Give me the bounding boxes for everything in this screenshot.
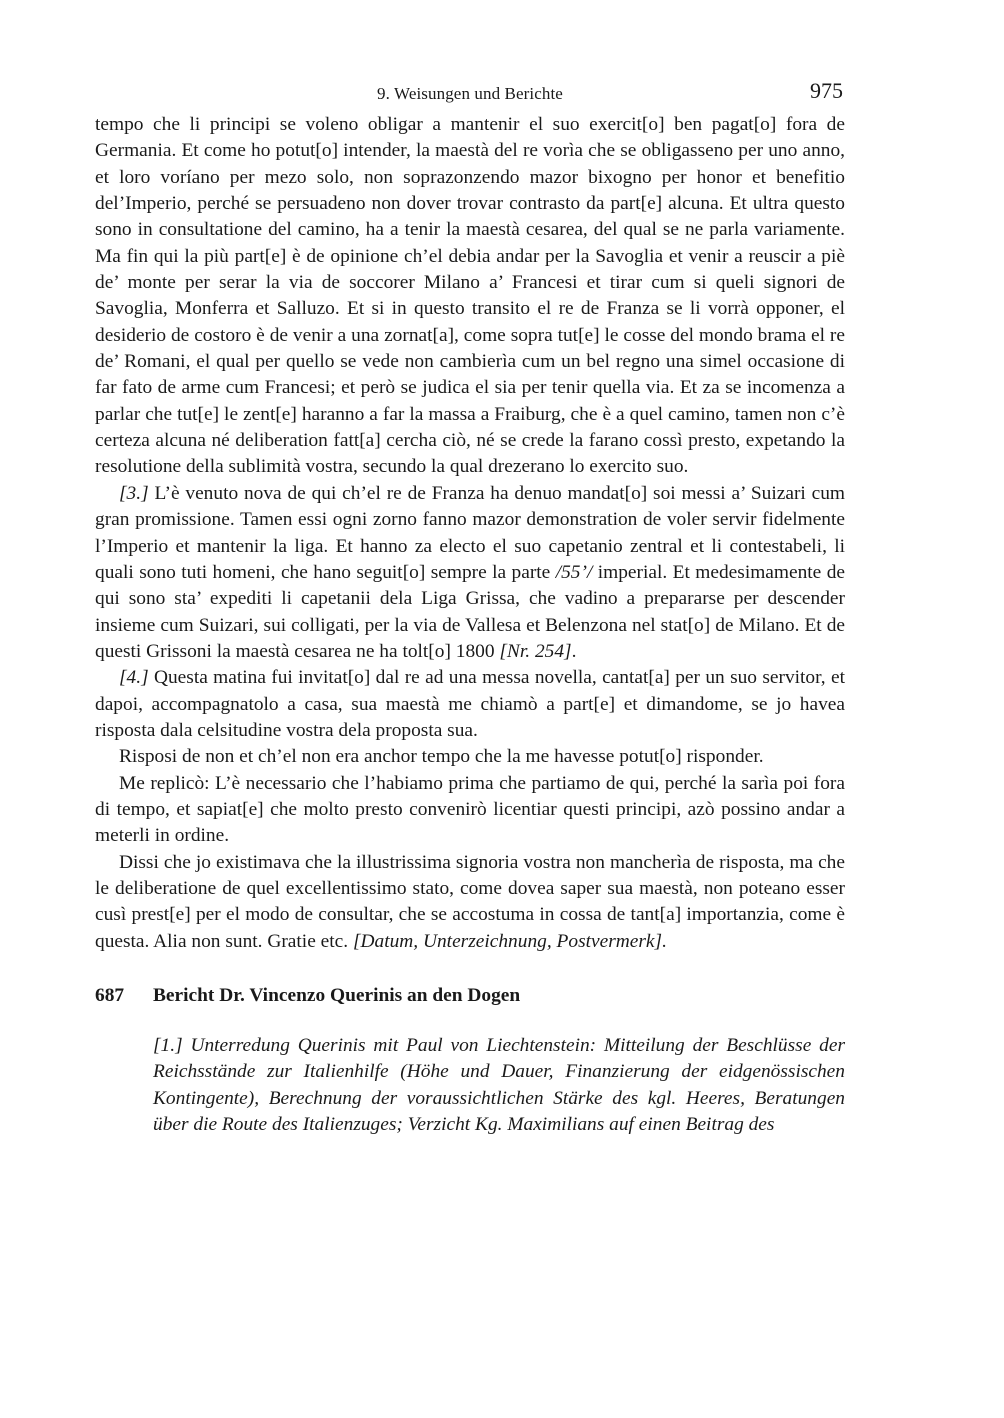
paragraph-text: L’è venuto nova de qui ch’el re de Franza ha denuo mandat[o] soi messi a’ Suizari cum gran promissione. Tamen essi ogni zorno fanno mazor demonstration de voler servir fidelmente l’Imperio et mantenir la liga. Et hanno za electo el suo capetanio zentral et li contestabeli, li quali sono tuti homeni, che hano seguit[o] sempre la parte <box>95 482 845 583</box>
paragraph <box>95 744 845 770</box>
paragraph-text: Me replicò: L’è necessario che l’habiamo prima che partiamo de qui, perché la sarìa poi fora di tempo, et sapiat[e] che molto presto convenirò licentiar questi principi, azò possino andar a meterli in ordine. <box>95 772 845 847</box>
document-heading <box>95 983 845 1009</box>
paragraph-text: Dissi che jo existimava che la illustrissima signoria vostra non mancherìa de risposta, ma che le deliberatione de quel excellentissimo stato, come dovea saper sua maestà, non poteano esser cusì prest[e] per el modo de consultar, che se accostuma in cossa de tant[a] importanzia, come è questa. Alia non sunt. Gratie etc. <box>95 851 845 952</box>
body-text <box>95 112 845 955</box>
paragraph-section-3 <box>95 481 845 665</box>
document-title: Bericht Dr. Vincenzo Querinis an den Dogen <box>153 985 521 1006</box>
page <box>95 72 845 1138</box>
paragraph-text: Questa matina fui invitat[o] dal re ad una messa novella, cantat[a] per un suo servitor, et dapoi, accompagnatolo a casa, sua maestà me chiamò a part[e] et dimandome, se jo havea risposta dala celsitudine vostra dela proposta sua. <box>95 667 845 741</box>
paragraph-section-4 <box>95 665 845 744</box>
section-marker: [3.] <box>119 482 149 504</box>
document-number: 687 <box>95 985 125 1006</box>
folio-marker: /55’/ <box>555 561 593 583</box>
paragraph-text: tempo che li principi se voleno obligar a mantenir el suo exercit[o] ben pagat[o] fora de Germania. Et come ho potut[o] intender, la maestà del re vorìa che se obligasseno per uno anno, et loro voríano per mezo solo, non soprazonzendo mazor bixogno per honor et benefitio del’Imperio, perché se persuadeno non dover trovar contrasto da part[e] alcuna. Et ultra questo sono in consultatione del camino, ha a tenir la maestà cesarea, del qual se ne parla variamente. Ma fin qui la più part[e] è de opinione ch’el debia andar per la Savoglia et venir a reuscir a piè de’ monte per serar la via de soccorer Milano a’ Francesi et tirar cum si queli signori de Savoglia, Monferra et Salluzo. Et si in questo transito el re de Franza se li vorrà opponer, el desiderio de costoro è de venir a una zornat[a], come sopra tut[e] le cosse del mondo brama el re de’ Romani, el qual per quello se vede non cambierìa cum un bel regno una simel occasione di far fato de arme cum Francesi; et però se judica el sia per tenir quella via. Et za se incomenza a parlar che tut[e] le zent[e] haranno a far la massa a Fraiburg, che è a quel camino, tamen non c’è certeza alcuna né deliberation fatt[a] cercha ciò, né se crede la farano cossì presto, expetando la resolutione della sublimità vostra, secundo la qual drezerano lo exercito suo. <box>95 114 845 478</box>
paragraph-text: . <box>571 640 577 662</box>
document-summary: [1.] Unterredung Querinis mit Paul von Liechtenstein: Mitteilung der Beschlüsse der Reichsstände zur Italienhilfe (Höhe und Dauer, Finanzierung der eidgenössischen Kontingente), Berechnung der voraussichtlichen Stärke des kgl. Heeres, Beratungen über die Route des Italienzuges; Verzicht Kg. Maximilians auf einen Beitrag des <box>153 1035 845 1136</box>
paragraph-text: Risposi de non et ch’el non era anchor tempo che la me havesse potut[o] risponder. <box>119 746 764 768</box>
page-number: 975 <box>810 78 843 103</box>
editorial-note: [Datum, Unterzeichnung, Postvermerk]. <box>352 930 667 952</box>
document-reference: [Nr. 254] <box>499 640 572 662</box>
running-title: 9. Weisungen und Berichte <box>377 84 563 103</box>
paragraph <box>95 850 845 955</box>
paragraph-text: imperial. Et medesimamente de qui sono sta’ expediti li capetanii dela Liga Grissa, che vadino a prepararse per descender insieme cum Suizari, sui colligati, per la via de Vallesa et Belenzona nel stat[o] de Milano. Et de questi Grissoni la maestà cesarea ne ha tolt[o] 1800 <box>95 561 845 662</box>
section-marker: [4.] <box>119 667 149 689</box>
running-head <box>95 72 845 112</box>
paragraph <box>95 771 845 850</box>
paragraph-continuation <box>95 112 845 481</box>
